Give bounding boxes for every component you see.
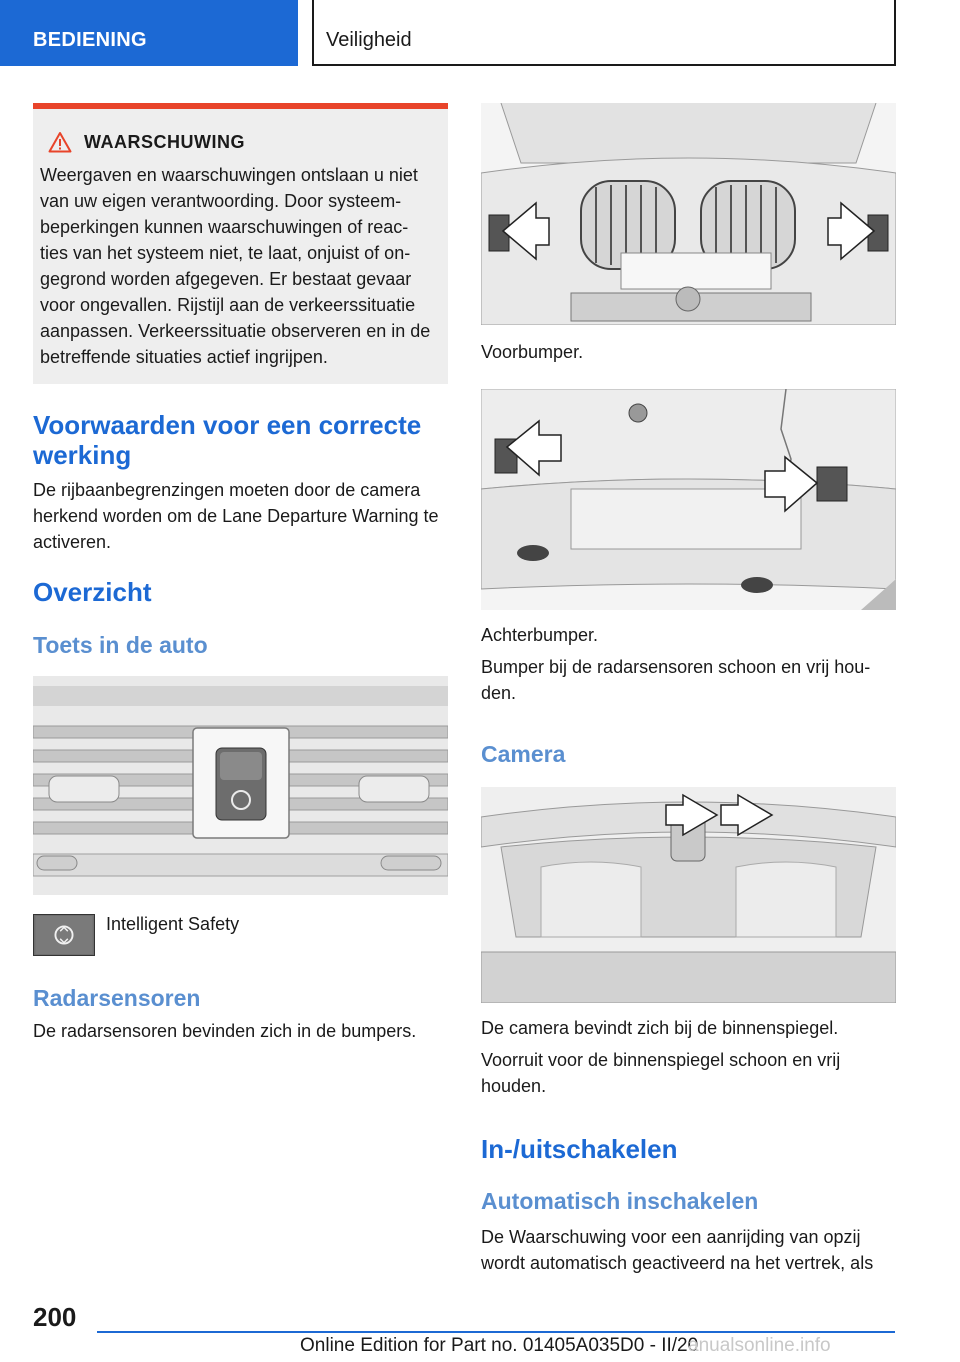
camera-photo xyxy=(481,787,896,1003)
conditions-text: De rijbaanbegrenzingen moeten door de camera herkend worden om de Lane Departure Warning te activeren. xyxy=(33,480,439,552)
page-number: 200 xyxy=(33,1302,77,1332)
auto-on-text: De Waarschuwing voor een aanrijding van opzij wordt automatisch geactiveerd na het vertrek, als xyxy=(481,1227,874,1273)
heading-conditions: Voorwaarden voor een correcte werking xyxy=(33,410,422,470)
heading-on-off: In-/uitschakelen xyxy=(481,1134,678,1164)
camera-location-text: De camera bevindt zich bij de binnenspiegel. xyxy=(481,1018,839,1038)
intelligent-safety-button-icon xyxy=(33,914,95,956)
radar-text: De radarsensoren bevinden zich in de bumpers. xyxy=(33,1021,417,1041)
warning-box xyxy=(33,103,448,384)
footer-divider xyxy=(97,1331,895,1333)
warning-title-row xyxy=(40,131,438,153)
warning-triangle-icon xyxy=(48,131,72,153)
heading-auto-on: Automatisch inschakelen xyxy=(481,1188,759,1214)
button-photo xyxy=(33,676,448,895)
camera-clean-text: Voorruit voor de binnenspiegel schoon en vrij houden. xyxy=(481,1050,841,1096)
chapter-tab: Veiligheid xyxy=(312,0,896,66)
front-bumper-caption: Voorbumper. xyxy=(481,342,584,362)
footer-edition: Online Edition for Part no. 01405A035D0 - II/20 xyxy=(300,1335,699,1356)
front-bumper-photo xyxy=(481,103,896,325)
section-tab: BEDIENING xyxy=(0,0,298,66)
heading-radar: Radarsensoren xyxy=(33,985,201,1011)
rear-bumper-photo xyxy=(481,389,896,610)
rear-bumper-caption: Achterbumper. xyxy=(481,625,599,645)
page-header xyxy=(0,0,960,66)
heading-overview: Overzicht xyxy=(33,577,152,607)
footer-watermark: anualsonline.info xyxy=(688,1335,831,1356)
button-caption: Intelligent Safety xyxy=(106,914,240,934)
warning-title: WAARSCHUWING xyxy=(84,131,245,152)
heading-button: Toets in de auto xyxy=(33,632,208,658)
bumper-clean-text: Bumper bij de radarsensoren schoon en vrij hou- den. xyxy=(481,657,871,703)
warning-text: Weergaven en waarschuwingen ontslaan u niet van uw eigen verantwoording. Door systeem- beperkingen kunnen waarschuwingen of reac- ties van het systeem niet, te laat, onjuist of on- gegrond worden afgegeven. Er bestaat gevaar voor ongevallen. Rijstijl aan de verkeerssituatie aanpassen. Verkeerssituatie observeren en in de betreffende situaties actief ingrijpen. xyxy=(40,165,431,367)
heading-camera: Camera xyxy=(481,741,566,767)
